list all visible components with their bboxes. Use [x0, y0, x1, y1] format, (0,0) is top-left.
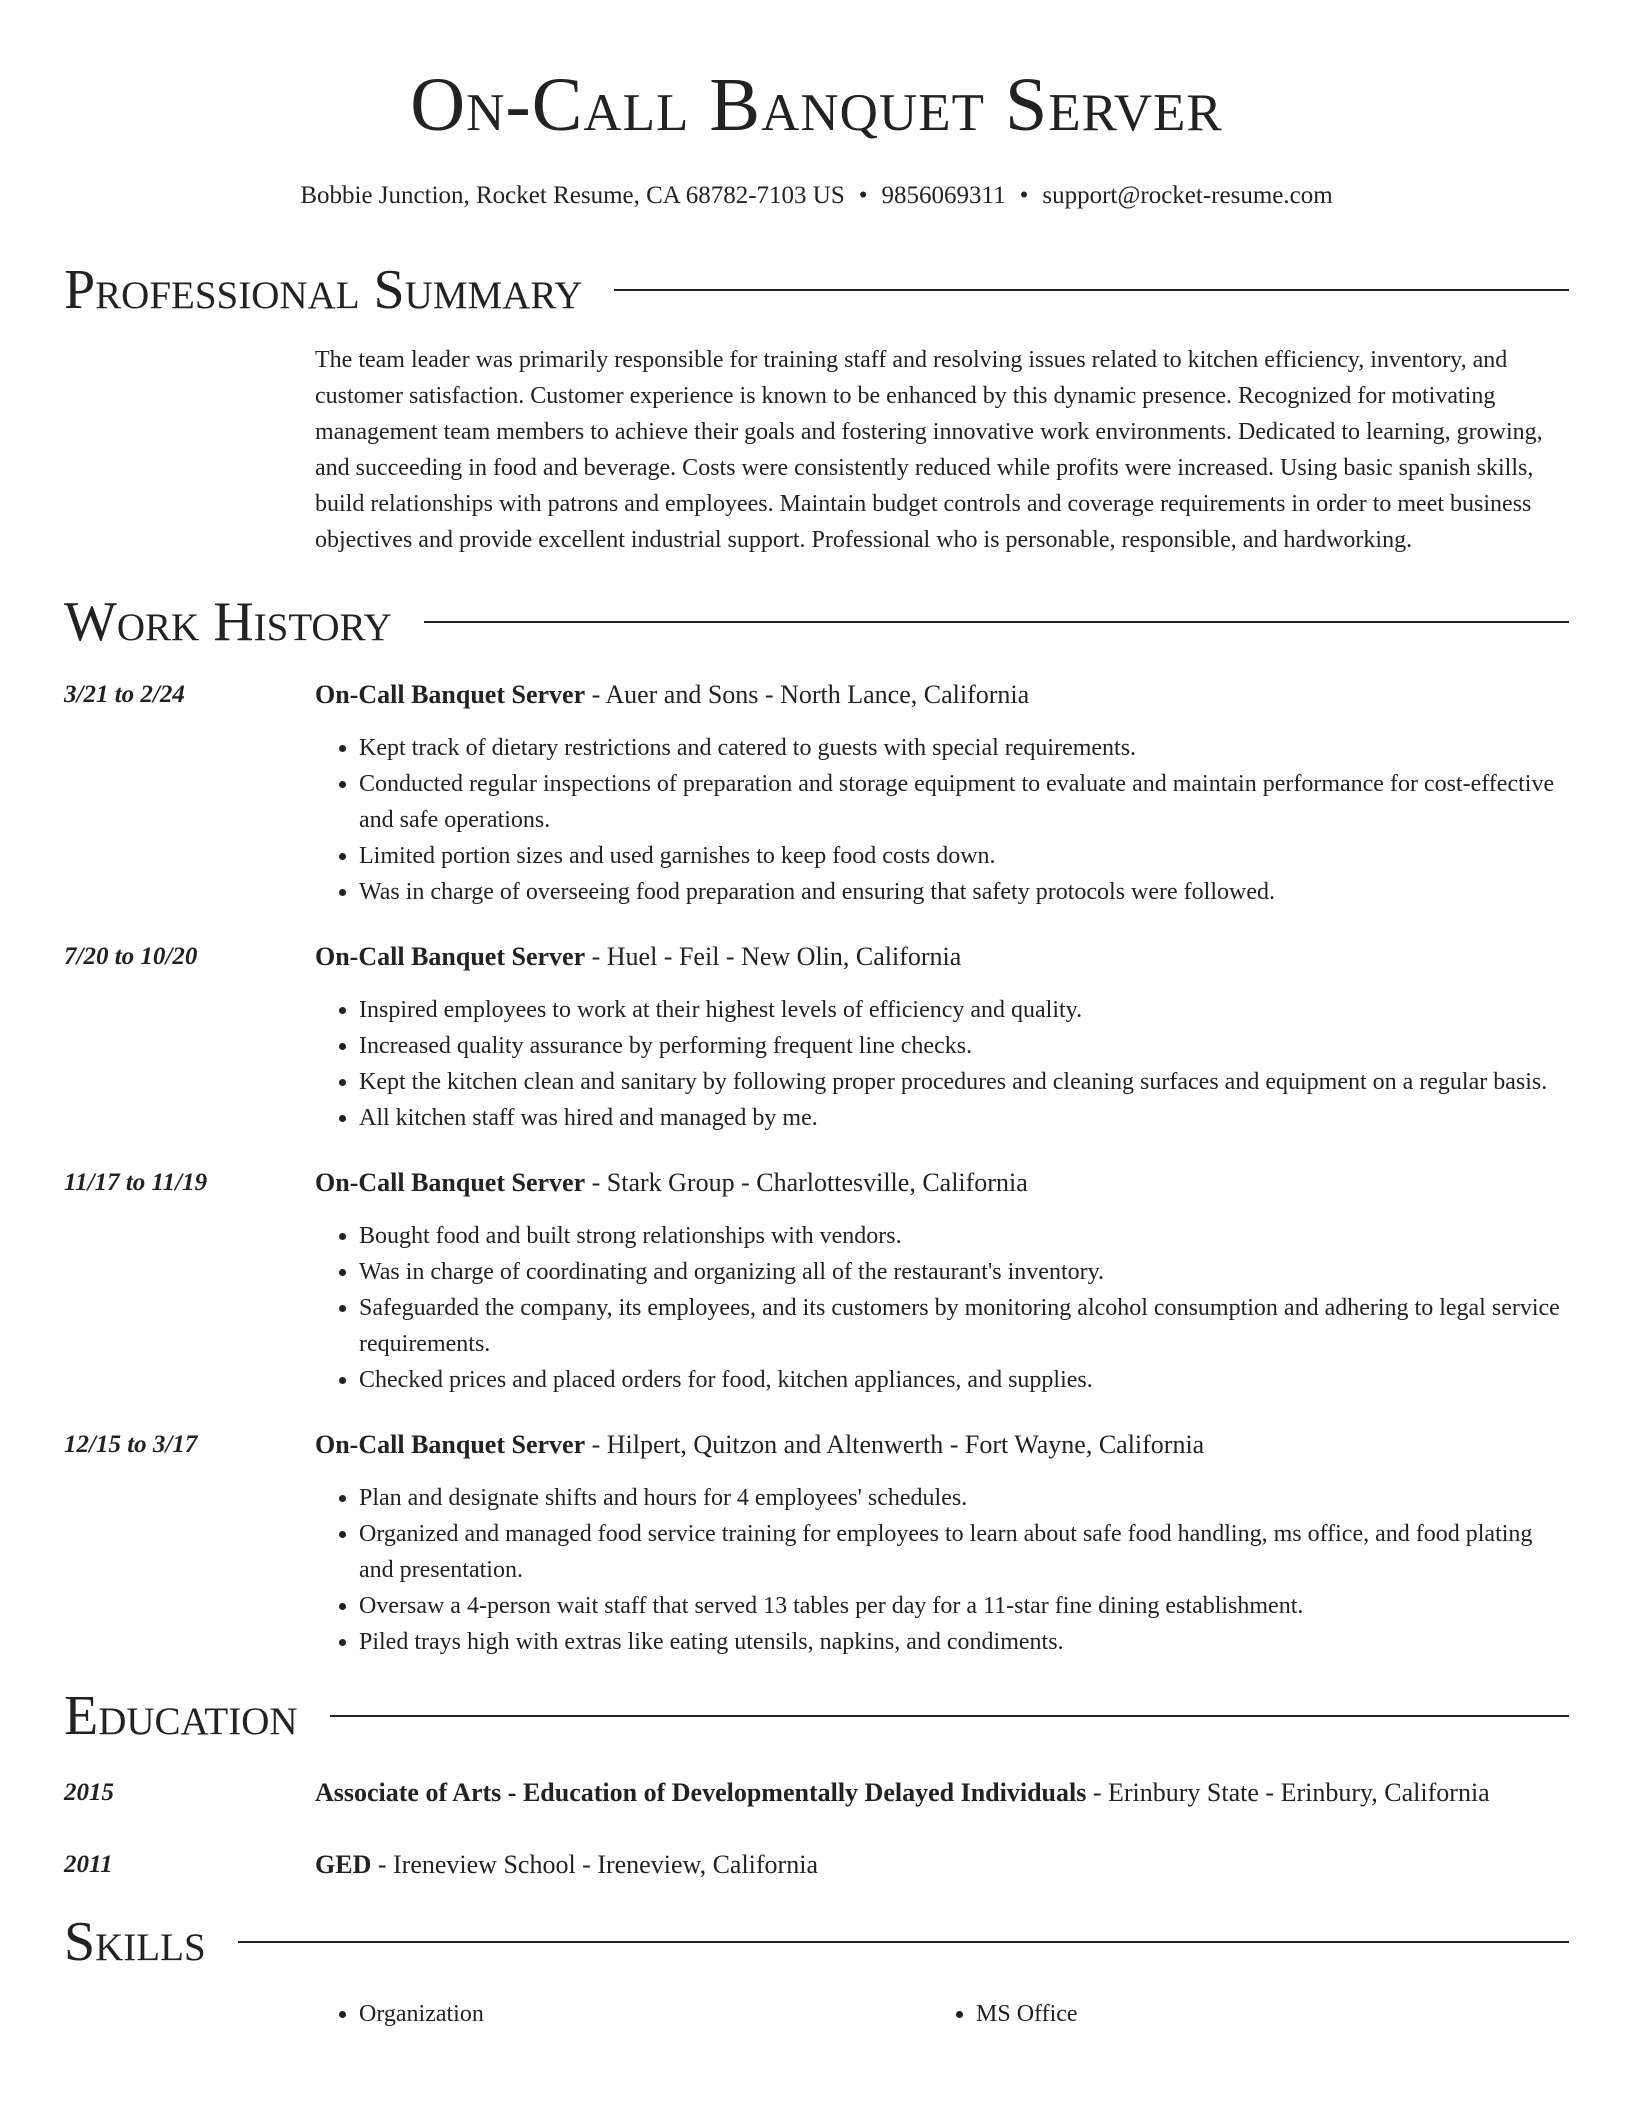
education-line [315, 1776, 1569, 1810]
section-divider [330, 1715, 1569, 1717]
work-bullet: • Conducted regular inspections of preparation and storage equipment to evaluate and maintain performance for cost-effective and safe operations. [359, 766, 1569, 838]
work-bullets [315, 1480, 1569, 1660]
work-title-line [315, 1166, 1569, 1200]
skills-heading: Skills [64, 1911, 206, 1973]
job-title: On-Call Banquet Server [315, 680, 586, 709]
degree-name: GED [315, 1850, 372, 1879]
work-dates: 7/20 to 10/20 [64, 943, 198, 970]
work-heading: Work History [64, 591, 392, 653]
work-dates: 12/15 to 3/17 [64, 1431, 198, 1458]
skills-column-left [315, 1996, 932, 2032]
education-heading: Education [64, 1685, 298, 1747]
school-detail: - Erinbury State - Erinbury, California [1086, 1778, 1490, 1807]
work-bullet: • Increased quality assurance by performing frequent line checks. [359, 1028, 1569, 1064]
work-title-line [315, 1428, 1569, 1462]
section-divider [614, 289, 1569, 291]
job-employer: - Hilpert, Quitzon and Altenwerth - Fort Wayne, California [585, 1430, 1205, 1459]
contact-phone: 9856069311 [881, 182, 1006, 209]
work-title-line [315, 678, 1569, 712]
work-dates: 3/21 to 2/24 [64, 681, 185, 708]
contact-separator: • [1019, 182, 1029, 209]
education-year: 2015 [64, 1779, 114, 1806]
work-bullet: • Piled trays high with extras like eating utensils, napkins, and condiments. [359, 1624, 1569, 1660]
work-dates: 11/17 to 11/19 [64, 1169, 208, 1196]
education-line [315, 1848, 1569, 1882]
work-entry [64, 940, 1569, 1136]
school-detail: - Ireneview School - Ireneview, California [371, 1850, 818, 1879]
contact-email: support@rocket-resume.com [1042, 182, 1333, 209]
summary-heading: Professional Summary [64, 259, 583, 321]
work-bullets [315, 1218, 1569, 1398]
resume-page [64, 0, 1569, 2032]
work-entry [64, 678, 1569, 910]
work-bullet: • Checked prices and placed orders for food, kitchen appliances, and supplies. [359, 1362, 1569, 1398]
contact-separator: • [858, 182, 868, 209]
education-entry [64, 1848, 1569, 1882]
work-bullet: • Kept the kitchen clean and sanitary by following proper procedures and cleaning surfaces and equipment on a regular basis. [359, 1064, 1569, 1100]
job-title: On-Call Banquet Server [315, 942, 586, 971]
work-entry [64, 1428, 1569, 1660]
work-bullet: • Kept track of dietary restrictions and catered to guests with special requirements. [359, 730, 1569, 766]
resume-name: On-Call Banquet Server [410, 63, 1223, 147]
contact-line [64, 180, 1569, 212]
education-year: 2011 [64, 1851, 113, 1878]
skills-grid [315, 1996, 1569, 2032]
work-bullets [315, 730, 1569, 910]
work-bullet: • Inspired employees to work at their highest levels of efficiency and quality. [359, 992, 1569, 1028]
contact-address: Bobbie Junction, Rocket Resume, CA 68782-7103 US [300, 182, 845, 209]
education-entry [64, 1776, 1569, 1810]
work-bullet: • Organized and managed food service training for employees to learn about safe food handling, ms office, and food plating and presentation. [359, 1516, 1569, 1588]
work-bullet: • Was in charge of overseeing food preparation and ensuring that safety protocols were followed. [359, 874, 1569, 910]
section-divider [424, 621, 1569, 623]
work-bullet: • All kitchen staff was hired and managed by me. [359, 1100, 1569, 1136]
education-section-header [64, 1686, 1569, 1746]
work-bullet: • Plan and designate shifts and hours for 4 employees' schedules. [359, 1480, 1569, 1516]
work-history-list [64, 678, 1569, 1660]
work-bullet: • Bought food and built strong relationships with vendors. [359, 1218, 1569, 1254]
work-entry [64, 1166, 1569, 1398]
job-employer: - Huel - Feil - New Olin, California [585, 942, 962, 971]
skill-item: • MS Office [976, 1996, 1549, 2032]
job-employer: - Auer and Sons - North Lance, California [585, 680, 1030, 709]
job-title: On-Call Banquet Server [315, 1430, 586, 1459]
job-title: On-Call Banquet Server [315, 1168, 586, 1197]
degree-name: Associate of Arts - Education of Developmentally Delayed Individuals [315, 1778, 1087, 1807]
work-title-line [315, 940, 1569, 974]
work-bullet: • Limited portion sizes and used garnishes to keep food costs down. [359, 838, 1569, 874]
work-bullets [315, 992, 1569, 1136]
summary-section-header [64, 260, 1569, 320]
section-divider [238, 1941, 1569, 1943]
work-bullet: • Was in charge of coordinating and organizing all of the restaurant's inventory. [359, 1254, 1569, 1290]
job-employer: - Stark Group - Charlottesville, California [585, 1168, 1028, 1197]
skills-column-right [932, 1996, 1549, 2032]
work-section-header [64, 592, 1569, 652]
work-bullet: • Safeguarded the company, its employees, and its customers by monitoring alcohol consumption and adhering to legal service requirements. [359, 1290, 1569, 1362]
skills-section-header [64, 1912, 1569, 1972]
summary-text: The team leader was primarily responsible for training staff and resolving issues related to kitchen efficiency, inventory, and customer satisfaction. Customer experience is known to be enhanced by this dynamic presence. Recognized for motivating management team members to achieve their goals and fostering innovative work environments. Dedicated to learning, growing, and succeeding in food and beverage. Costs were consistently reduced while profits were increased. Using basic spanish skills, build relationships with patrons and employees. Maintain budget controls and coverage requirements in order to meet business objectives and provide excellent industrial support. Professional who is personable, responsible, and hardworking. [315, 347, 1543, 553]
skill-item: • Organization [359, 1996, 932, 2032]
work-bullet: • Oversaw a 4-person wait staff that served 13 tables per day for a 11-star fine dining establishment. [359, 1588, 1569, 1624]
